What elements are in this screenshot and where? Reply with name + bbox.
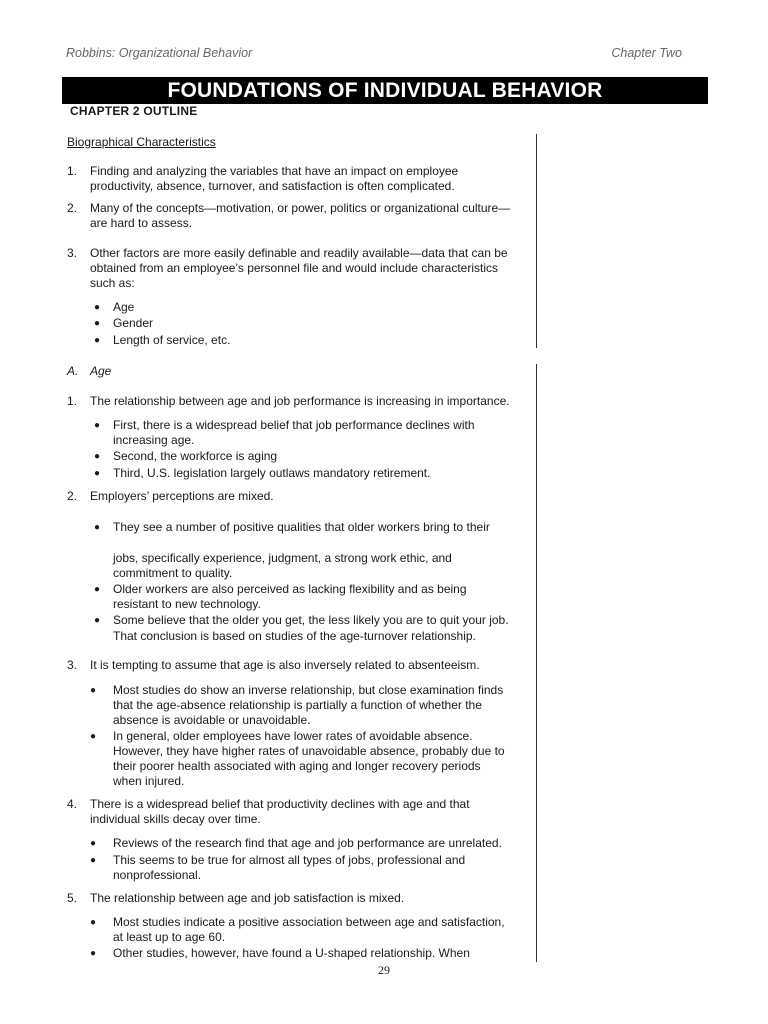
bullet-icon: ● xyxy=(94,335,101,346)
bullet-text: However, they have higher rates of unavoidable absence, probably due to xyxy=(113,744,505,758)
bullet-icon: ● xyxy=(94,420,101,431)
bullet-icon: ● xyxy=(90,838,97,849)
bullet-text: Second, the workforce is aging xyxy=(113,449,278,463)
paragraph-line: The relationship between age and job satisfaction is mixed. xyxy=(90,891,405,905)
paragraph-line: There is a widespread belief that productivity declines with age and that xyxy=(90,797,470,811)
bullet-text: This seems to be true for almost all types of jobs, professional and xyxy=(113,853,466,867)
bullet-text: resistant to new technology. xyxy=(113,597,261,611)
bullet-icon: ● xyxy=(94,318,101,329)
bullet-icon: ● xyxy=(90,855,97,866)
bullet-icon: ● xyxy=(94,615,101,626)
page-number: 29 xyxy=(378,963,390,977)
bullet-text: increasing age. xyxy=(113,433,195,447)
paragraph-line: Finding and analyzing the variables that have an impact on employee xyxy=(90,164,459,178)
bullet-text: That conclusion is based on studies of the age-turnover relationship. xyxy=(113,629,476,643)
bullet-text: Most studies do show an inverse relationship, but close examination finds xyxy=(113,683,504,697)
bullet-text: Length of service, etc. xyxy=(113,333,231,347)
bullet-text: at least up to age 60. xyxy=(113,930,226,944)
bullet-text: jobs, specifically experience, judgment, a strong work ethic, and xyxy=(113,551,452,565)
bullet-icon: ● xyxy=(94,451,101,462)
running-header-left: Robbins: Organizational Behavior xyxy=(66,46,253,60)
bullet-icon: ● xyxy=(94,468,101,479)
bullet-text: Other studies, however, have found a U-shaped relationship. When xyxy=(113,946,470,960)
section-heading: Biographical Characteristics xyxy=(67,135,216,149)
bullet-text: Most studies indicate a positive association between age and satisfaction, xyxy=(113,915,505,929)
bullet-text: Gender xyxy=(113,316,154,330)
bullet-text: nonprofessional. xyxy=(113,868,202,882)
bullet-text: their poorer health associated with aging and longer recovery periods xyxy=(113,759,481,773)
paragraph-line: Other factors are more easily definable and readily available—data that can be xyxy=(90,246,508,260)
margin-rule-1 xyxy=(536,134,537,348)
margin-rule-2 xyxy=(536,364,537,962)
running-header-right: Chapter Two xyxy=(611,46,682,60)
bullet-icon: ● xyxy=(94,302,101,313)
bullet-text: Age xyxy=(113,300,135,314)
paragraph-line: are hard to assess. xyxy=(90,216,193,230)
item-number: 2. xyxy=(67,489,78,503)
item-number: 2. xyxy=(67,201,78,215)
bullet-icon: ● xyxy=(90,685,97,696)
paragraph-line: such as: xyxy=(90,276,135,290)
item-number: 4. xyxy=(67,797,78,811)
paragraph-line: Many of the concepts—motivation, or power, politics or organizational culture— xyxy=(90,201,511,215)
bullet-text: that the age-absence relationship is partially a function of whether the xyxy=(113,698,482,712)
paragraph-line: Employers’ perceptions are mixed. xyxy=(90,489,274,503)
bullet-text: They see a number of positive qualities that older workers bring to their xyxy=(113,520,490,534)
subsection-heading: Age xyxy=(90,364,112,378)
bullet-icon: ● xyxy=(94,584,101,595)
bullet-text: Third, U.S. legislation largely outlaws mandatory retirement. xyxy=(113,466,431,480)
paragraph-line: individual skills decay over time. xyxy=(90,812,261,826)
bullet-text: First, there is a widespread belief that job performance declines with xyxy=(113,418,475,432)
bullet-icon: ● xyxy=(90,731,97,742)
bullet-text: commitment to quality. xyxy=(113,566,233,580)
item-number: 5. xyxy=(67,891,78,905)
bullet-text: when injured. xyxy=(113,774,185,788)
item-number: 1. xyxy=(67,394,78,408)
paragraph-line: It is tempting to assume that age is also inversely related to absenteeism. xyxy=(90,658,480,672)
bullet-icon: ● xyxy=(90,917,97,928)
bullet-icon: ● xyxy=(90,948,97,959)
item-number: 1. xyxy=(67,164,78,178)
bullet-icon: ● xyxy=(94,522,101,533)
paragraph-line: productivity, absence, turnover, and satisfaction is often complicated. xyxy=(90,179,455,193)
bullet-text: Older workers are also perceived as lacking flexibility and as being xyxy=(113,582,467,596)
paragraph-line: obtained from an employee’s personnel file and would include characteristics xyxy=(90,261,499,275)
bullet-text: Some believe that the older you get, the less likely you are to quit your job. xyxy=(113,613,509,627)
bullet-text: In general, older employees have lower rates of avoidable absence. xyxy=(113,729,473,743)
subsection-letter: A. xyxy=(67,364,79,378)
chapter-title-bar: FOUNDATIONS OF INDIVIDUAL BEHAVIOR xyxy=(62,77,708,104)
paragraph-line: The relationship between age and job performance is increasing in importance. xyxy=(90,394,510,408)
chapter-outline-heading: CHAPTER 2 OUTLINE xyxy=(70,104,198,118)
item-number: 3. xyxy=(67,658,78,672)
item-number: 3. xyxy=(67,246,78,260)
bullet-text: absence is avoidable or unavoidable. xyxy=(113,713,311,727)
bullet-text: Reviews of the research find that age and job performance are unrelated. xyxy=(113,836,502,850)
